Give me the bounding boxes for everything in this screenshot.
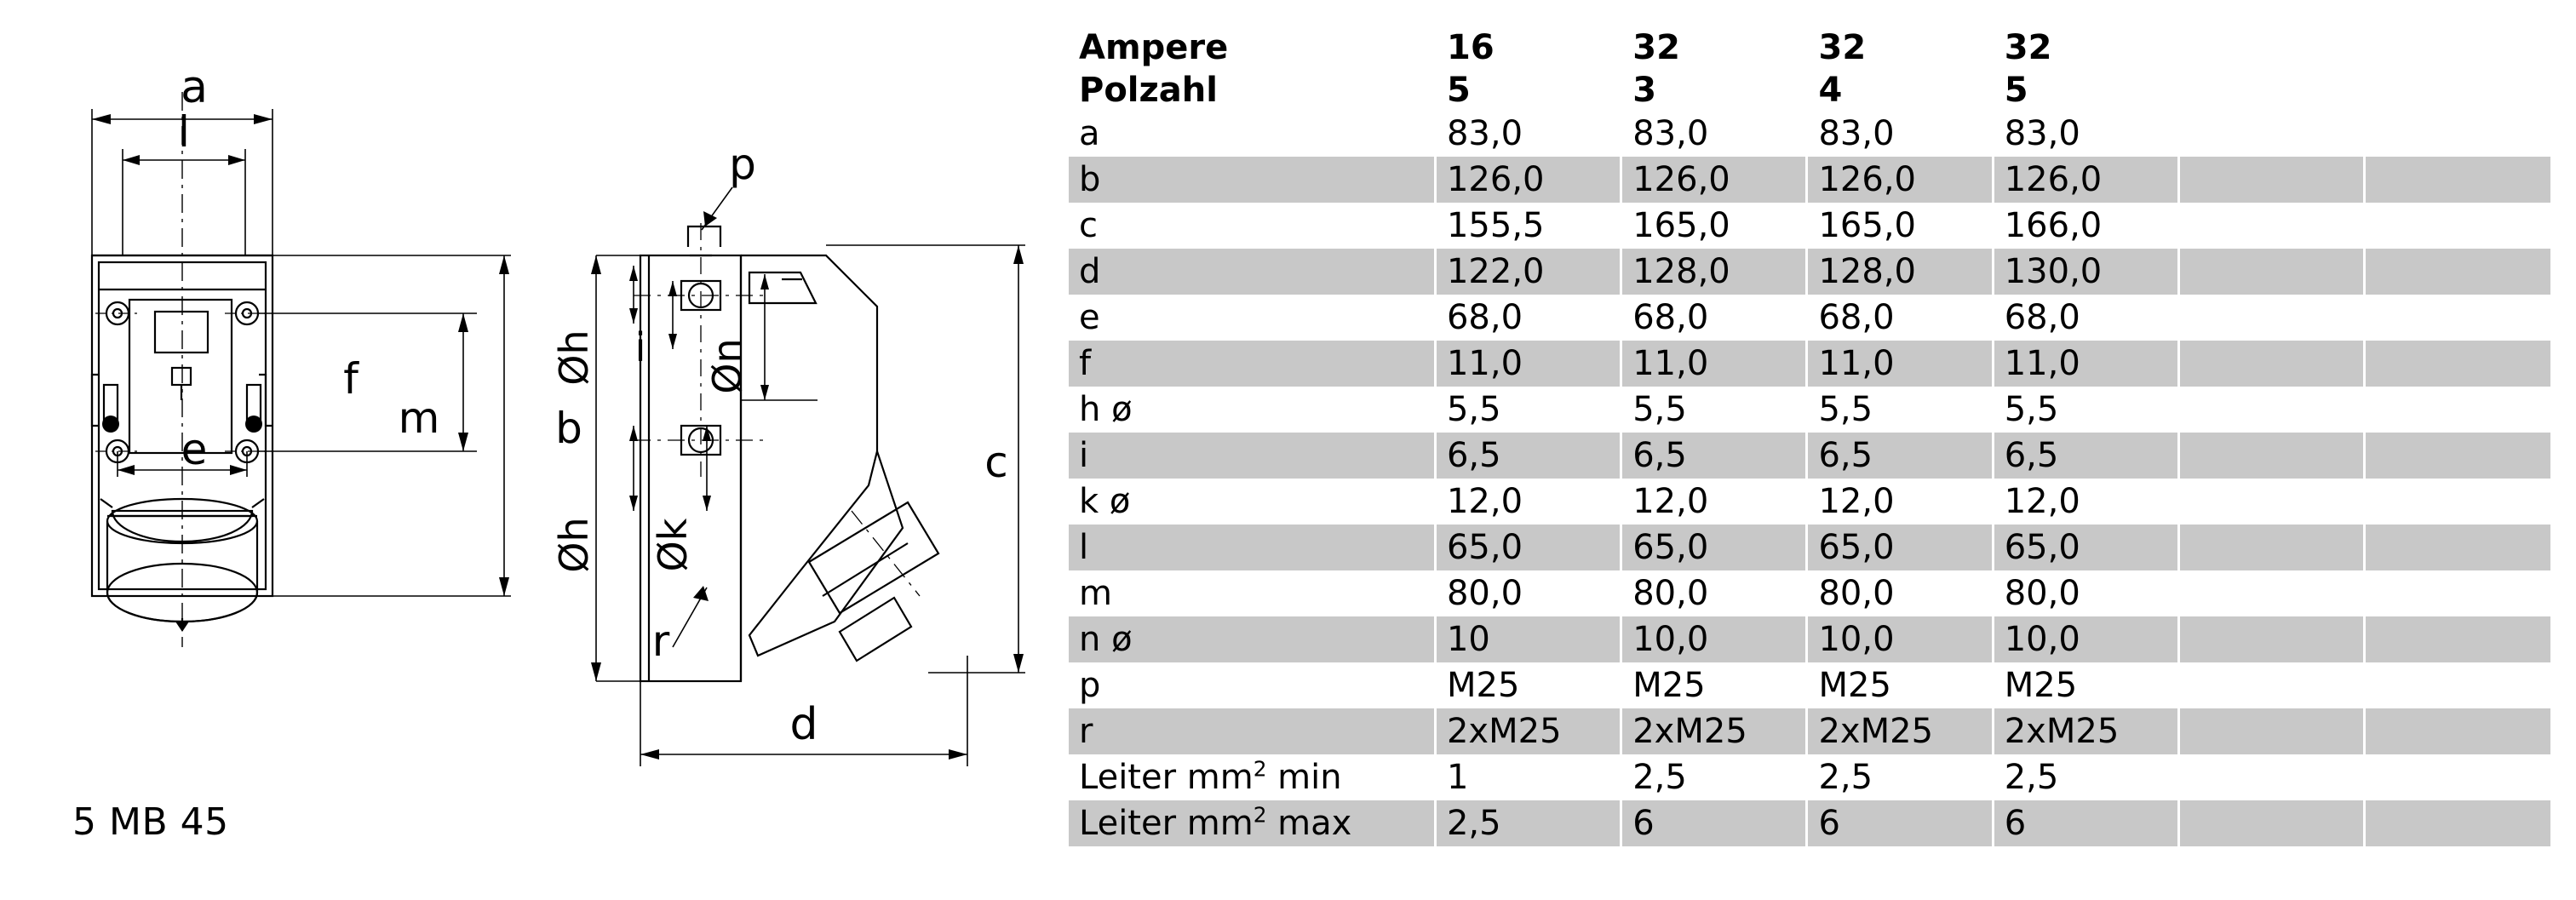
row-value [2178,525,2364,570]
row-value: 65,0 [1807,525,1993,570]
row-value: 2xM25 [1435,708,1621,754]
dim-label-c: c [984,438,1008,487]
table-row [1069,295,2550,341]
row-value: 68,0 [1621,295,1807,341]
header-polzahl-col-3: 4 [1807,68,1993,111]
part-number-label: 5 MB 45 [72,800,229,844]
row-value: 10,0 [1807,616,1993,662]
row-value [2365,708,2550,754]
header-ampere-col-4: 32 [1993,26,2178,68]
row-value: 10 [1435,616,1621,662]
row-label: Leiter $mm^2$ min [1079,756,1342,797]
row-value: 126,0 [1621,157,1807,203]
dim-label-oh-lower: Øh [551,517,597,573]
row-value [2365,387,2550,433]
row-value: 6 [1807,800,1993,846]
technical-drawing [0,0,1069,900]
table-row [1069,616,2550,662]
row-value: 68,0 [1435,295,1621,341]
table-row [1069,708,2550,754]
row-label: a [1079,114,1100,153]
table-row [1069,479,2550,525]
row-value: 2,5 [1435,800,1621,846]
table-body [1069,111,2550,846]
row-value [2178,341,2364,387]
row-value: 126,0 [1807,157,1993,203]
row-value [2365,616,2550,662]
row-label: b [1069,157,1435,203]
row-label: e [1079,298,1100,337]
header-ampere-col-3: 32 [1807,26,1993,68]
header-ampere-col-2: 32 [1621,26,1807,68]
row-value [2178,433,2364,479]
row-value: 165,0 [1621,203,1807,249]
row-value: 11,0 [1993,341,2178,387]
row-value: 1 [1435,754,1621,800]
row-value: 166,0 [1993,203,2178,249]
row-value: M25 [1807,662,1993,708]
dim-label-r: r [651,616,670,666]
dim-label-e: e [181,425,208,474]
dim-label-ok: Øk [650,518,696,572]
row-label: h ø [1079,390,1133,429]
row-value [2365,295,2550,341]
row-value [2178,111,2364,157]
row-value: 130,0 [1993,249,2178,295]
row-value [2365,203,2550,249]
drawing-svg [0,0,1069,900]
leader-r [673,586,709,647]
row-value: 80,0 [1993,570,2178,616]
row-value [2365,800,2550,846]
header-polzahl-col-6 [2365,68,2550,111]
dim-label-a: a [181,62,208,113]
row-label: d [1069,249,1435,295]
row-value [2178,157,2364,203]
row-value: 6,5 [1435,433,1621,479]
dim-i [668,281,677,349]
row-value [2365,754,2550,800]
table-row [1069,433,2550,479]
row-label: p [1079,666,1101,705]
row-value: 65,0 [1435,525,1621,570]
row-value: 6 [1993,800,2178,846]
row-value: 12,0 [1621,479,1807,525]
row-label: i [1069,433,1435,479]
row-value: M25 [1435,662,1621,708]
dim-l [123,149,245,255]
header-polzahl-col-5 [2178,68,2364,111]
row-value: 2,5 [1807,754,1993,800]
row-value: 80,0 [1621,570,1807,616]
header-polzahl-col-2: 3 [1621,68,1807,111]
dim-label-d: d [789,699,818,750]
row-value: 68,0 [1993,295,2178,341]
row-value: 165,0 [1807,203,1993,249]
row-value [2365,341,2550,387]
table-header-row-polzahl [1069,68,2550,111]
row-value: 12,0 [1807,479,1993,525]
row-label: r [1069,708,1435,754]
dimension-table-pane [1069,0,2576,900]
row-value: 6,5 [1621,433,1807,479]
row-value: 11,0 [1807,341,1993,387]
header-ampere-col-1: 16 [1435,26,1621,68]
row-value: 2xM25 [1993,708,2178,754]
table-row [1069,525,2550,570]
dim-label-m: m [398,393,440,443]
row-value [2365,249,2550,295]
dim-label-i: i [634,324,646,370]
dimension-table [1069,26,2550,846]
row-value: 122,0 [1435,249,1621,295]
row-value: 2xM25 [1621,708,1807,754]
row-value: 65,0 [1621,525,1807,570]
table-row [1069,341,2550,387]
table-row [1069,570,2550,616]
row-value [2178,662,2364,708]
row-value: 2,5 [1621,754,1807,800]
row-value [2178,616,2364,662]
row-value [2178,754,2364,800]
dim-m [273,255,511,596]
row-label: l [1069,525,1435,570]
table-row [1069,203,2550,249]
row-value: 11,0 [1621,341,1807,387]
row-value [2178,249,2364,295]
row-value: 68,0 [1807,295,1993,341]
row-label: k ø [1079,482,1131,521]
table-head [1069,26,2550,111]
row-value [2178,800,2364,846]
row-value: 80,0 [1807,570,1993,616]
row-value: M25 [1993,662,2178,708]
row-label: f [1069,341,1435,387]
table-row [1069,387,2550,433]
header-ampere-col-6 [2365,26,2550,68]
row-value [2178,479,2364,525]
row-value: 65,0 [1993,525,2178,570]
row-value: 5,5 [1807,387,1993,433]
table-row [1069,111,2550,157]
row-value: 5,5 [1993,387,2178,433]
dim-label-b: b [555,404,582,453]
table-row [1069,800,2550,846]
row-value: 83,0 [1993,111,2178,157]
row-value: 126,0 [1435,157,1621,203]
row-value: 6,5 [1807,433,1993,479]
row-value: 2xM25 [1807,708,1993,754]
row-value: 80,0 [1435,570,1621,616]
row-value [2365,662,2550,708]
row-value: 10,0 [1621,616,1807,662]
row-value [2365,525,2550,570]
row-value: 5,5 [1435,387,1621,433]
header-polzahl-col-1: 5 [1435,68,1621,111]
table-row [1069,157,2550,203]
row-value [2178,570,2364,616]
row-value: 5,5 [1621,387,1807,433]
row-label: c [1079,206,1098,245]
table-row [1069,249,2550,295]
dim-f [257,313,477,451]
dim-label-oh-upper: Øh [551,330,597,386]
row-value [2365,479,2550,525]
row-label: m [1079,574,1112,613]
dim-label-f: f [343,354,359,404]
row-value: 128,0 [1621,249,1807,295]
dim-ok [703,426,711,511]
dim-on [741,274,818,400]
row-value: 6 [1621,800,1807,846]
row-label: Leiter $mm^2$ max [1069,800,1435,846]
row-value: 11,0 [1435,341,1621,387]
row-value [2365,570,2550,616]
table-row [1069,754,2550,800]
dim-label-l: l [178,107,190,157]
leader-p [702,187,732,230]
row-value [2178,295,2364,341]
header-ampere-col-5 [2178,26,2364,68]
row-value [2365,111,2550,157]
row-value: 155,5 [1435,203,1621,249]
row-value [2178,203,2364,249]
row-value: 83,0 [1435,111,1621,157]
row-value: 83,0 [1807,111,1993,157]
row-value: 83,0 [1621,111,1807,157]
dim-oh-upper [629,266,638,324]
row-value [2178,387,2364,433]
row-value: 10,0 [1993,616,2178,662]
dim-label-on: Øn [704,338,750,394]
table-header-row-ampere [1069,26,2550,68]
row-value [2178,708,2364,754]
row-value: M25 [1621,662,1807,708]
header-label-ampere: Ampere [1079,27,1229,67]
row-value: 12,0 [1435,479,1621,525]
row-value: 128,0 [1807,249,1993,295]
row-value [2365,433,2550,479]
row-label: n ø [1069,616,1435,662]
header-polzahl-col-4: 5 [1993,68,2178,111]
row-value: 12,0 [1993,479,2178,525]
header-label-polzahl: Polzahl [1079,70,1218,110]
row-value: 6,5 [1993,433,2178,479]
table-row [1069,662,2550,708]
row-value [2365,157,2550,203]
dim-oh-lower [629,426,638,511]
row-value: 126,0 [1993,157,2178,203]
row-value: 2,5 [1993,754,2178,800]
dim-label-p: p [729,140,756,189]
